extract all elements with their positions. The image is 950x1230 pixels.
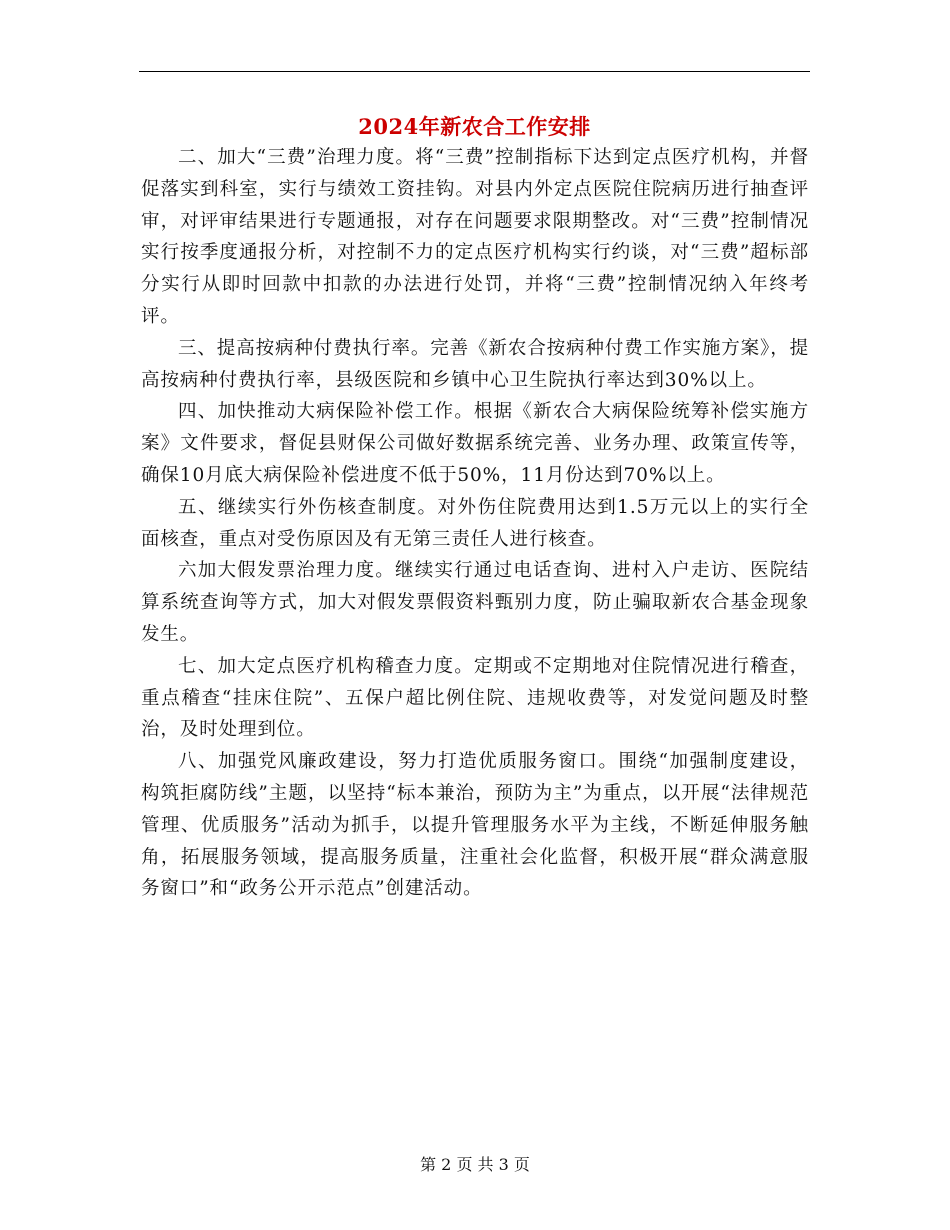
paragraph-2: 二、加大“三费”治理力度。将“三费”控制指标下达到定点医疗机构，并督促落实到科室，实行与绩效工资挂钩。对县内外定点医院住院病历进行抽查评审，对评审结果进行专题通报，对存在问题要求限期整改。对“三费”控制情况实行按季度通报分析，对控制不力的定点医疗机构实行约谈，对“三费”超标部分实行从即时回款中扣款的办法进行处罚，并将“三费”控制情况纳入年终考评。 xyxy=(141,147,809,327)
document-body xyxy=(141,142,809,905)
paragraph-6: 六加大假发票治理力度。继续实行通过电话查询、进村入户走访、医院结算系统查询等方式，加大对假发票假资料甄别力度，防止骗取新农合基金现象发生。 xyxy=(141,560,809,645)
paragraph-7: 七、加大定点医疗机构稽查力度。定期或不定期地对住院情况进行稽查，重点稽查“挂床住院”、五保户超比例住院、违规收费等，对发觉问题及时整治，及时处理到位。 xyxy=(141,655,809,741)
paragraph-5: 五、继续实行外伤核查制度。对外伤住院费用达到1.5万元以上的实行全面核查，重点对受伤原因及有无第三责任人进行核查。 xyxy=(141,496,809,550)
paragraph-4: 四、加快推动大病保险补偿工作。根据《新农合大病保险统筹补偿实施方案》文件要求，督促县财保公司做好数据系统完善、业务办理、政策宣传等，确保10月底大病保险补偿进度不低于50%，11月份达到70%以上。 xyxy=(141,401,809,486)
paragraph-8: 八、加强党风廉政建设，努力打造优质服务窗口。围绕“加强制度建设，构筑拒腐防线”主题，以坚持“标本兼治，预防为主”为重点，以开展“法律规范管理、优质服务”活动为抓手，以提升管理服务水平为主线，不断延伸服务触角，拓展服务领域，提高服务质量，注重社会化监督，积极开展“群众满意服务窗口”和“政务公开示范点”创建活动。 xyxy=(141,751,809,900)
document-title: 2024年新农合工作安排 xyxy=(358,114,591,139)
paragraph-3: 三、提高按病种付费执行率。完善《新农合按病种付费工作实施方案》，提高按病种付费执行率，县级医院和乡镇中心卫生院执行率达到30%以上。 xyxy=(141,337,809,391)
header-rule xyxy=(139,71,810,72)
page-number-footer: 第 2 页 共 3 页 xyxy=(420,1155,530,1174)
